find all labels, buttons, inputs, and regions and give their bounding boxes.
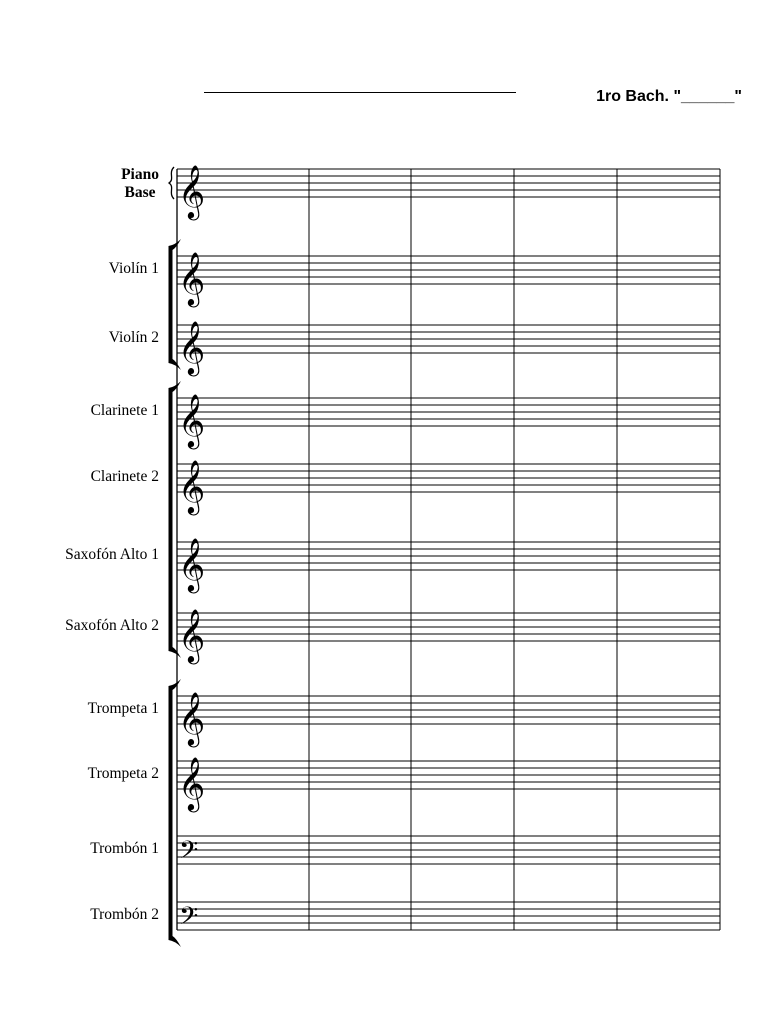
staff-8: [177, 691, 720, 747]
staff-label-9: Trompeta 2: [87, 765, 159, 782]
staff-label-5: Clarinete 2: [90, 468, 159, 485]
staff-label-8: Trompeta 1: [87, 700, 159, 717]
course-header: 1ro Bach. "______": [596, 88, 742, 105]
staff-9: [177, 756, 720, 812]
treble-clef-icon: 𝄞: [178, 691, 206, 745]
treble-clef-icon: 𝄞: [178, 756, 206, 810]
staff-label-4: Clarinete 1: [90, 402, 159, 419]
treble-clef-icon: 𝄞: [178, 164, 206, 218]
staff-4: [177, 393, 720, 449]
staff-5: [177, 459, 720, 515]
bass-clef-icon: 𝄢: [179, 902, 199, 937]
bass-clef-icon: 𝄢: [179, 836, 199, 871]
treble-clef-icon: 𝄞: [178, 459, 206, 513]
staff-label-7: Saxofón Alto 2: [65, 617, 159, 634]
staff-2: [177, 251, 720, 307]
staff-6: [177, 537, 720, 593]
staff-label-10: Trombón 1: [90, 840, 159, 857]
staff-label-3: Violín 2: [108, 329, 159, 346]
treble-clef-icon: 𝄞: [178, 608, 206, 662]
treble-clef-icon: 𝄞: [178, 320, 206, 374]
piano-brace: [169, 167, 174, 199]
staff-label-1: [121, 166, 159, 202]
treble-clef-icon: 𝄞: [178, 537, 206, 591]
staff-label-2: Violín 1: [108, 260, 159, 277]
staff-7: [177, 608, 720, 664]
staff-11: [177, 902, 720, 937]
staff-label-6: Saxofón Alto 1: [65, 546, 159, 563]
staff-1: [177, 164, 720, 220]
treble-clef-icon: 𝄞: [178, 251, 206, 305]
treble-clef-icon: 𝄞: [178, 393, 206, 447]
staff-label-line2: Base: [124, 184, 156, 201]
staff-3: [177, 320, 720, 376]
staff-label-11: Trombón 2: [90, 906, 159, 923]
staff-label-line1: Piano: [121, 166, 159, 183]
staff-10: [177, 836, 720, 871]
